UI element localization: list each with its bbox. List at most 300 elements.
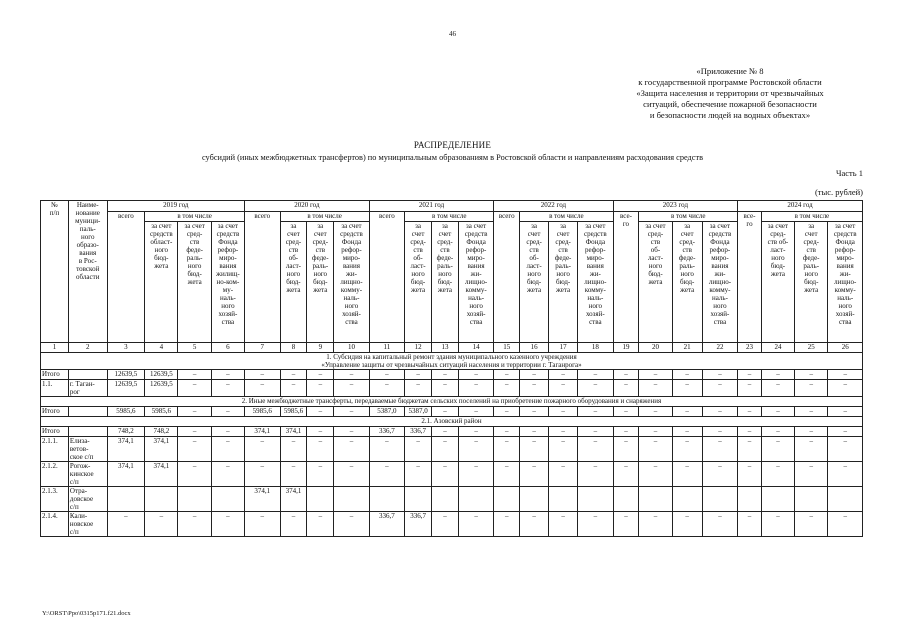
value-cell: – — [613, 370, 639, 380]
value-cell: – — [178, 437, 211, 462]
header-funding-source: за счет сред- ств об- ласт- ного бюд- жета — [520, 222, 549, 343]
value-cell: – — [549, 437, 578, 462]
column-number: 10 — [334, 343, 369, 353]
value-cell: – — [280, 370, 307, 380]
value-cell: – — [211, 512, 244, 537]
value-cell: – — [334, 407, 369, 417]
value-cell: – — [280, 437, 307, 462]
value-cell — [738, 487, 762, 512]
value-cell: – — [334, 462, 369, 487]
column-number: 6 — [211, 343, 244, 353]
value-cell: – — [672, 512, 702, 537]
value-cell: – — [761, 512, 794, 537]
value-cell: 336,7 — [369, 512, 404, 537]
column-number: 3 — [107, 343, 145, 353]
column-number: 24 — [761, 343, 794, 353]
row-number: 2.1.4. — [41, 512, 69, 537]
value-cell: – — [613, 512, 639, 537]
value-cell: – — [520, 427, 549, 437]
municipality-name: Кали- новское с/п — [68, 512, 107, 537]
row-number: 2.1.1. — [41, 437, 69, 462]
header-including: в том числе — [761, 212, 862, 222]
column-number: 7 — [245, 343, 280, 353]
value-cell: – — [578, 462, 613, 487]
row-number: 2.1.3. — [41, 487, 69, 512]
value-cell: 374,1 — [107, 462, 145, 487]
value-cell: – — [307, 462, 334, 487]
column-number: 1 — [41, 343, 69, 353]
column-number: 4 — [145, 343, 178, 353]
column-number: 9 — [307, 343, 334, 353]
header-row-years — [41, 201, 863, 212]
value-cell: 336,7 — [405, 427, 432, 437]
value-cell: – — [672, 437, 702, 462]
value-cell: – — [549, 427, 578, 437]
value-cell: – — [334, 370, 369, 380]
section-title: 2.1. Азовский район — [41, 417, 863, 427]
header-funding-source: за счет сред- ств феде- раль- ного бюд- жета — [795, 222, 828, 343]
value-cell: – — [795, 427, 828, 437]
table-row — [41, 487, 863, 512]
value-cell: – — [307, 407, 334, 417]
table-row — [41, 427, 863, 437]
column-number: 21 — [672, 343, 702, 353]
municipality-name: г. Таган- рог — [68, 380, 107, 397]
value-cell: – — [761, 370, 794, 380]
header-funding-source: за счет сред- ств об- ласт- ного бюд- жета — [280, 222, 307, 343]
value-cell: – — [738, 427, 762, 437]
value-cell — [307, 487, 334, 512]
value-cell: – — [672, 380, 702, 397]
value-cell: – — [458, 437, 493, 462]
header-funding-source: за счет сред- ств феде- раль- ного бюд- жета — [178, 222, 211, 343]
header-funding-source: за счет сред- ств феде- раль- ного бюд- жета — [549, 222, 578, 343]
column-number-row — [41, 343, 863, 353]
value-cell: – — [828, 512, 863, 537]
value-cell: – — [458, 380, 493, 397]
value-cell: – — [613, 380, 639, 397]
value-cell: – — [307, 512, 334, 537]
section-row — [41, 397, 863, 407]
header-total: все- го — [738, 212, 762, 343]
municipality-name — [68, 370, 107, 380]
section-row — [41, 353, 863, 370]
column-number: 14 — [458, 343, 493, 353]
value-cell: – — [738, 370, 762, 380]
value-cell: – — [405, 437, 432, 462]
value-cell: – — [549, 462, 578, 487]
row-number: Итого — [41, 427, 69, 437]
header-including: в том числе — [520, 212, 613, 222]
value-cell: – — [738, 407, 762, 417]
municipality-name — [68, 407, 107, 417]
header-funding-source: за счет средств Фонда рефор- миро- вания жи- лищно- комму- наль- ного хозяй- ства — [828, 222, 863, 343]
value-cell: – — [280, 462, 307, 487]
value-cell: – — [107, 512, 145, 537]
municipality-name — [68, 427, 107, 437]
column-number: 13 — [432, 343, 459, 353]
value-cell: – — [672, 427, 702, 437]
value-cell: 374,1 — [107, 437, 145, 462]
value-cell: 5387,0 — [405, 407, 432, 417]
value-cell: – — [672, 462, 702, 487]
document-subtitle: субсидий (иных межбюджетных трансфертов) по муниципальным образованиям в Ростовской области и направлениям расходования средств — [201, 153, 703, 162]
table-row — [41, 407, 863, 417]
value-cell: – — [613, 407, 639, 417]
value-cell: – — [520, 462, 549, 487]
value-cell — [828, 487, 863, 512]
value-cell: – — [738, 380, 762, 397]
value-cell: – — [211, 437, 244, 462]
value-cell — [672, 487, 702, 512]
value-cell: – — [761, 380, 794, 397]
column-number: 19 — [613, 343, 639, 353]
column-number: 2 — [68, 343, 107, 353]
value-cell: 374,1 — [145, 437, 178, 462]
value-cell: – — [307, 437, 334, 462]
value-cell — [405, 487, 432, 512]
value-cell: – — [613, 427, 639, 437]
value-cell: – — [307, 370, 334, 380]
value-cell: – — [639, 370, 672, 380]
value-cell — [578, 487, 613, 512]
value-cell: – — [178, 462, 211, 487]
header-funding-source: за счет средств област- ного бюд- жета — [145, 222, 178, 343]
column-number: 12 — [405, 343, 432, 353]
value-cell — [334, 487, 369, 512]
value-cell: – — [432, 462, 459, 487]
value-cell: – — [639, 462, 672, 487]
value-cell: – — [761, 462, 794, 487]
value-cell: – — [369, 380, 404, 397]
value-cell: – — [369, 462, 404, 487]
value-cell: – — [795, 437, 828, 462]
value-cell: – — [672, 407, 702, 417]
value-cell: – — [432, 380, 459, 397]
column-number: 16 — [520, 343, 549, 353]
table-row — [41, 462, 863, 487]
header-total: всего — [369, 212, 404, 343]
value-cell: – — [828, 407, 863, 417]
value-cell: – — [520, 512, 549, 537]
value-cell: 5985,6 — [145, 407, 178, 417]
value-cell: – — [458, 427, 493, 437]
header-funding-source: за счет средств Фонда рефор- миро- вания жи- лищно- комму- наль- ного хозяй- ства — [702, 222, 737, 343]
header-funding-source: за счет средств Фонда рефор- миро- вания жи- лищно- комму- наль- ного хозяй- ства — [334, 222, 369, 343]
value-cell: 5985,6 — [245, 407, 280, 417]
header-year: 2019 год — [107, 201, 244, 212]
value-cell: 336,7 — [369, 427, 404, 437]
value-cell: – — [178, 427, 211, 437]
row-number: Итого — [41, 407, 69, 417]
unit-label: (тыс. рублей) — [814, 187, 863, 197]
table-row — [41, 380, 863, 397]
value-cell: – — [738, 462, 762, 487]
header-funding-source: за счет средств Фонда рефор- миро- вания жи- лищно- комму- наль- ного хозяй- ства — [458, 222, 493, 343]
column-number: 20 — [639, 343, 672, 353]
value-cell — [432, 487, 459, 512]
header-num: № п/п — [41, 201, 69, 343]
row-number: 2.1.2. — [41, 462, 69, 487]
value-cell — [795, 487, 828, 512]
value-cell: – — [494, 370, 520, 380]
value-cell: – — [280, 380, 307, 397]
value-cell: – — [211, 370, 244, 380]
value-cell: – — [639, 512, 672, 537]
value-cell: – — [828, 427, 863, 437]
value-cell: – — [828, 462, 863, 487]
value-cell: – — [795, 380, 828, 397]
value-cell: – — [828, 437, 863, 462]
value-cell: – — [702, 427, 737, 437]
section-row — [41, 417, 863, 427]
value-cell: – — [432, 370, 459, 380]
table-row — [41, 512, 863, 537]
value-cell: – — [639, 437, 672, 462]
appendix-line: ситуаций, обеспечение пожарной безопасности — [643, 99, 817, 109]
value-cell: – — [520, 370, 549, 380]
value-cell: – — [458, 512, 493, 537]
value-cell: – — [613, 462, 639, 487]
value-cell: – — [245, 380, 280, 397]
value-cell: – — [672, 370, 702, 380]
value-cell: 12639,5 — [107, 370, 145, 380]
row-number: Итого — [41, 370, 69, 380]
value-cell: 374,1 — [245, 487, 280, 512]
value-cell: – — [211, 380, 244, 397]
header-total: всего — [494, 212, 520, 343]
header-year: 2020 год — [245, 201, 370, 212]
header-funding-source: за счет сред- ств об- ласт- ного бюд- жета — [405, 222, 432, 343]
value-cell: – — [211, 462, 244, 487]
municipality-name: Отра- довское с/п — [68, 487, 107, 512]
value-cell: – — [494, 437, 520, 462]
appendix-line: «Приложение № 8 — [696, 66, 764, 76]
value-cell: 374,1 — [280, 427, 307, 437]
value-cell: 5985,6 — [107, 407, 145, 417]
header-funding-source: за счет сред- ств феде- раль- ного бюд- жета — [307, 222, 334, 343]
value-cell: – — [494, 512, 520, 537]
row-number: 1.1. — [41, 380, 69, 397]
value-cell — [178, 487, 211, 512]
value-cell: – — [494, 462, 520, 487]
value-cell: – — [432, 437, 459, 462]
value-cell: – — [639, 380, 672, 397]
value-cell: – — [828, 370, 863, 380]
value-cell — [549, 487, 578, 512]
value-cell: – — [432, 407, 459, 417]
value-cell: – — [795, 407, 828, 417]
value-cell: – — [307, 427, 334, 437]
value-cell: – — [494, 380, 520, 397]
appendix-heading — [580, 66, 880, 121]
value-cell: – — [702, 462, 737, 487]
value-cell — [458, 487, 493, 512]
header-funding-source: за счет средств Фонда рефор- миро- вания жилищ- но-ком- му- наль- ного хозяй- ства — [211, 222, 244, 343]
value-cell: – — [145, 512, 178, 537]
column-number: 5 — [178, 343, 211, 353]
value-cell: – — [245, 437, 280, 462]
value-cell: – — [458, 370, 493, 380]
value-cell: – — [578, 437, 613, 462]
appendix-line: «Защита населения и территории от чрезвычайных — [636, 88, 824, 98]
value-cell: 748,2 — [107, 427, 145, 437]
header-total: все- го — [613, 212, 639, 343]
value-cell: – — [280, 512, 307, 537]
value-cell: – — [702, 370, 737, 380]
file-path-footer: Y:\ORST\Ppo\0315p171.f21.docx — [42, 610, 131, 617]
value-cell: 12639,5 — [107, 380, 145, 397]
value-cell: – — [520, 437, 549, 462]
header-including: в том числе — [145, 212, 245, 222]
value-cell: – — [578, 380, 613, 397]
header-funding-source: за счет сред- ств феде- раль- ного бюд- жета — [672, 222, 702, 343]
value-cell — [211, 487, 244, 512]
value-cell: – — [334, 427, 369, 437]
value-cell: – — [307, 380, 334, 397]
value-cell: – — [828, 380, 863, 397]
value-cell: 374,1 — [280, 487, 307, 512]
value-cell — [369, 487, 404, 512]
municipality-name: Рогож- кинское с/п — [68, 462, 107, 487]
value-cell: – — [761, 407, 794, 417]
column-number: 8 — [280, 343, 307, 353]
column-number: 15 — [494, 343, 520, 353]
value-cell: 12639,5 — [145, 380, 178, 397]
value-cell: – — [245, 512, 280, 537]
value-cell: – — [761, 437, 794, 462]
header-total: всего — [107, 212, 145, 343]
header-funding-source: за счет сред- ств об- ласт- ного бюд- жета — [639, 222, 672, 343]
appendix-line: и безопасности людей на водных объектах» — [649, 110, 811, 120]
document-title: РАСПРЕДЕЛЕНИЕ — [413, 140, 492, 150]
section-title: 1. Субсидия на капитальный ремонт здания муниципального казенного учреждения «Управление защиты от чрезвычайных ситуаций населения и территории г. Таганрога» — [41, 353, 863, 370]
value-cell: – — [369, 437, 404, 462]
value-cell: – — [738, 437, 762, 462]
value-cell: – — [639, 427, 672, 437]
value-cell: – — [549, 370, 578, 380]
distribution-table — [40, 200, 863, 537]
appendix-line: к государственной программе Ростовской области — [638, 77, 822, 87]
value-cell: – — [178, 407, 211, 417]
value-cell — [702, 487, 737, 512]
value-cell: – — [702, 380, 737, 397]
value-cell — [613, 487, 639, 512]
value-cell: – — [211, 427, 244, 437]
value-cell: – — [334, 512, 369, 537]
header-funding-source: за счет сред- ств об- ласт- ного бюд- жета — [761, 222, 794, 343]
column-number: 18 — [578, 343, 613, 353]
header-total: всего — [245, 212, 280, 343]
value-cell: – — [578, 407, 613, 417]
value-cell: – — [432, 427, 459, 437]
value-cell: – — [334, 380, 369, 397]
value-cell: – — [520, 380, 549, 397]
header-funding-source: за счет средств Фонда рефор- миро- вания жи- лищно- комму- наль- ного хозяй- ства — [578, 222, 613, 343]
value-cell: – — [178, 512, 211, 537]
value-cell: – — [702, 437, 737, 462]
value-cell: – — [738, 512, 762, 537]
value-cell — [145, 487, 178, 512]
value-cell: – — [639, 407, 672, 417]
value-cell — [761, 487, 794, 512]
header-year: 2023 год — [613, 201, 738, 212]
value-cell: – — [405, 370, 432, 380]
header-year: 2022 год — [494, 201, 613, 212]
municipality-name: Елиза- ветов- ское с/п — [68, 437, 107, 462]
value-cell: – — [245, 462, 280, 487]
value-cell: – — [458, 407, 493, 417]
header-year: 2024 год — [738, 201, 863, 212]
value-cell: – — [369, 370, 404, 380]
column-number: 17 — [549, 343, 578, 353]
value-cell: 374,1 — [145, 462, 178, 487]
column-number: 23 — [738, 343, 762, 353]
value-cell: – — [549, 407, 578, 417]
value-cell: – — [702, 512, 737, 537]
value-cell: 5985,6 — [280, 407, 307, 417]
value-cell: – — [494, 427, 520, 437]
column-number: 11 — [369, 343, 404, 353]
value-cell: 336,7 — [405, 512, 432, 537]
header-including: в том числе — [405, 212, 494, 222]
header-including: в том числе — [639, 212, 738, 222]
value-cell: – — [520, 407, 549, 417]
header-municipality: Наиме- нование муници- паль- ного образо- вания в Рос- товской области — [68, 201, 107, 343]
column-number: 25 — [795, 343, 828, 353]
value-cell: 748,2 — [145, 427, 178, 437]
value-cell: – — [432, 512, 459, 537]
value-cell: – — [795, 512, 828, 537]
value-cell: 12639,5 — [145, 370, 178, 380]
value-cell — [639, 487, 672, 512]
value-cell — [520, 487, 549, 512]
value-cell: – — [178, 380, 211, 397]
value-cell: – — [761, 427, 794, 437]
value-cell: – — [494, 407, 520, 417]
value-cell: – — [549, 512, 578, 537]
value-cell: – — [549, 380, 578, 397]
value-cell: – — [334, 437, 369, 462]
page-number: 46 — [449, 30, 456, 38]
value-cell: – — [405, 380, 432, 397]
section-title: 2. Иные межбюджетные трансферты, передаваемые бюджетам сельских поселений на приобретение пожарного оборудования и снаряжения — [41, 397, 863, 407]
part-label: Часть 1 — [835, 168, 863, 178]
value-cell: – — [178, 370, 211, 380]
value-cell: – — [795, 370, 828, 380]
header-year: 2021 год — [369, 201, 494, 212]
table-row — [41, 437, 863, 462]
value-cell: – — [578, 512, 613, 537]
table-row — [41, 370, 863, 380]
value-cell — [107, 487, 145, 512]
column-number: 22 — [702, 343, 737, 353]
column-number: 26 — [828, 343, 863, 353]
header-funding-source: за счет сред- ств феде- раль- ного бюд- жета — [432, 222, 459, 343]
value-cell: – — [211, 407, 244, 417]
header-row-groups — [41, 212, 863, 222]
value-cell: 374,1 — [245, 427, 280, 437]
value-cell: – — [578, 370, 613, 380]
value-cell: – — [458, 462, 493, 487]
value-cell: – — [613, 437, 639, 462]
value-cell: 5387,0 — [369, 407, 404, 417]
value-cell: – — [405, 462, 432, 487]
value-cell: – — [578, 427, 613, 437]
value-cell: – — [702, 407, 737, 417]
value-cell: – — [245, 370, 280, 380]
value-cell — [494, 487, 520, 512]
